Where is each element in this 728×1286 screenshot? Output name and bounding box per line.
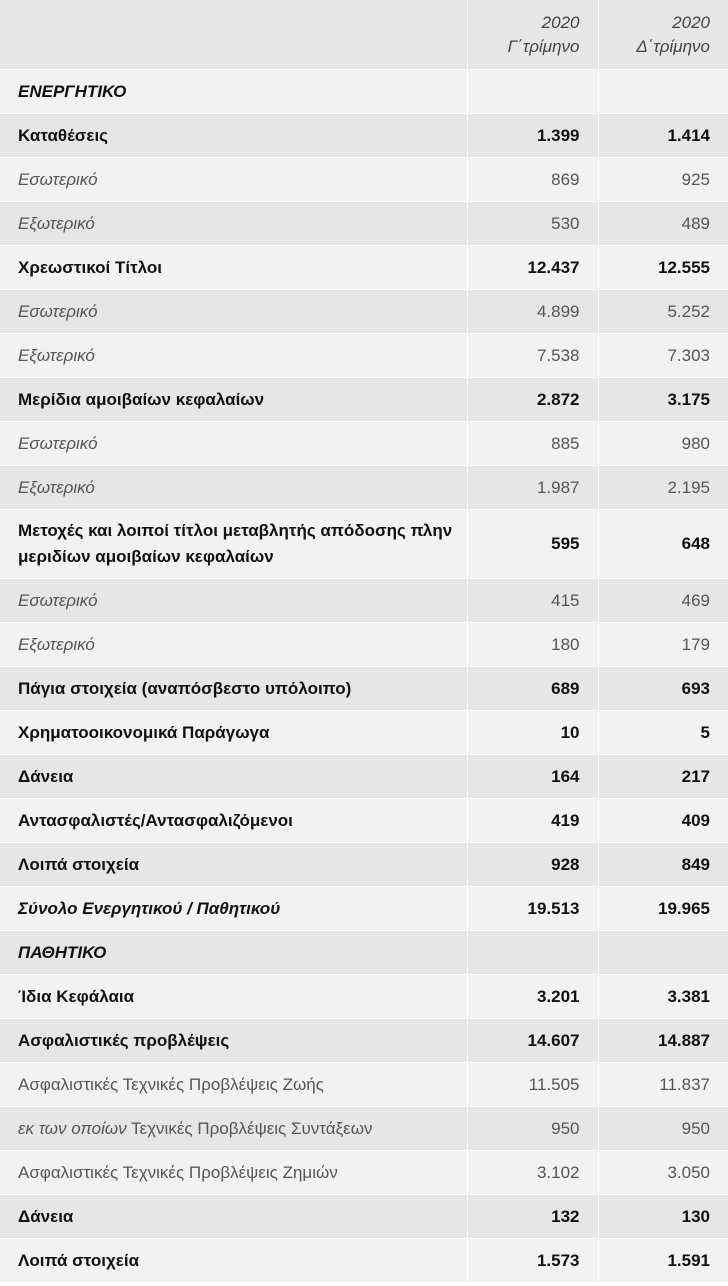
row-value-q4: 849 <box>598 843 728 887</box>
table-row <box>0 378 728 422</box>
row-value-q3: 164 <box>467 755 598 799</box>
row-value-q4: 11.837 <box>598 1063 728 1107</box>
table-row <box>0 510 728 579</box>
table-row <box>0 843 728 887</box>
row-value-q3: 689 <box>467 667 598 711</box>
row-value-q4: 950 <box>598 1107 728 1151</box>
table-row <box>0 755 728 799</box>
header-q3-period: Γ΄τρίμηνο <box>507 36 580 56</box>
row-value-q3: 928 <box>467 843 598 887</box>
row-value-q3: 530 <box>467 202 598 246</box>
table-row <box>0 623 728 667</box>
row-value-q3: 419 <box>467 799 598 843</box>
row-value-q4: 217 <box>598 755 728 799</box>
row-value-q4: 12.555 <box>598 246 728 290</box>
header-row <box>0 0 728 70</box>
row-label-composite <box>0 1107 467 1151</box>
row-value-q3: 1.399 <box>467 114 598 158</box>
row-value-q3: 132 <box>467 1195 598 1239</box>
table-row <box>0 579 728 623</box>
total-row <box>0 887 728 931</box>
table-row <box>0 1151 728 1195</box>
row-value-q4: 1.591 <box>598 1239 728 1283</box>
row-value-q3: 3.102 <box>467 1151 598 1195</box>
table-row <box>0 202 728 246</box>
row-value-q3: 19.513 <box>467 887 598 931</box>
row-value-q3 <box>467 931 598 975</box>
row-value-q3: 869 <box>467 158 598 202</box>
table-row <box>0 1019 728 1063</box>
row-value-q3: 10 <box>467 711 598 755</box>
row-value-q4: 409 <box>598 799 728 843</box>
row-value-q3: 1.987 <box>467 466 598 510</box>
row-label: Εσωτερικό <box>0 422 467 466</box>
table-row <box>0 290 728 334</box>
table-row <box>0 799 728 843</box>
row-label: Μετοχές και λοιποί τίτλοι μεταβλητής απόδοσης πλην μεριδίων αμοιβαίων κεφαλαίων <box>0 510 467 579</box>
row-value-q3: 2.872 <box>467 378 598 422</box>
row-label: Ασφαλιστικές Τεχνικές Προβλέψεις Ζωής <box>0 1063 467 1107</box>
row-label: Καταθέσεις <box>0 114 467 158</box>
table-row <box>0 667 728 711</box>
row-value-q3: 14.607 <box>467 1019 598 1063</box>
row-value-q4: 1.414 <box>598 114 728 158</box>
row-value-q3: 3.201 <box>467 975 598 1019</box>
row-label: Ασφαλιστικές Τεχνικές Προβλέψεις Ζημιών <box>0 1151 467 1195</box>
table-row <box>0 1063 728 1107</box>
table-row <box>0 975 728 1019</box>
row-value-q3: 180 <box>467 623 598 667</box>
row-label: Αντασφαλιστές/Αντασφαλιζόμενοι <box>0 799 467 843</box>
row-value-q3: 950 <box>467 1107 598 1151</box>
row-value-q3: 885 <box>467 422 598 466</box>
row-value-q4: 3.050 <box>598 1151 728 1195</box>
row-label: Λοιπά στοιχεία <box>0 1239 467 1283</box>
header-q4-period: Δ΄τρίμηνο <box>636 36 710 56</box>
table-row <box>0 711 728 755</box>
header-q4 <box>598 0 728 70</box>
row-label: Εξωτερικό <box>0 202 467 246</box>
row-value-q4: 179 <box>598 623 728 667</box>
row-value-q3: 7.538 <box>467 334 598 378</box>
row-label: Ασφαλιστικές προβλέψεις <box>0 1019 467 1063</box>
table-row <box>0 1239 728 1283</box>
row-label: Εσωτερικό <box>0 158 467 202</box>
table-row <box>0 1195 728 1239</box>
row-value-q4: 648 <box>598 510 728 579</box>
row-value-q4: 14.887 <box>598 1019 728 1063</box>
header-q4-year: 2020 <box>672 12 710 32</box>
row-value-q4: 7.303 <box>598 334 728 378</box>
row-value-q4 <box>598 931 728 975</box>
row-value-q3 <box>467 70 598 114</box>
row-value-q3: 595 <box>467 510 598 579</box>
row-label: Εσωτερικό <box>0 579 467 623</box>
table-row <box>0 1107 728 1151</box>
header-label-cell <box>0 0 467 70</box>
row-label: Εσωτερικό <box>0 290 467 334</box>
row-label: Εξωτερικό <box>0 623 467 667</box>
row-label: Ίδια Κεφάλαια <box>0 975 467 1019</box>
header-q3-year: 2020 <box>541 12 580 32</box>
row-value-q4: 693 <box>598 667 728 711</box>
row-value-q4: 3.175 <box>598 378 728 422</box>
row-label: Πάγια στοιχεία (αναπόσβεστο υπόλοιπο) <box>0 667 467 711</box>
row-value-q3: 1.573 <box>467 1239 598 1283</box>
table-row <box>0 422 728 466</box>
row-value-q4: 5.252 <box>598 290 728 334</box>
row-label: ΠΑΘΗΤΙΚΟ <box>0 931 467 975</box>
table-row <box>0 334 728 378</box>
row-label: Τεχνικές Προβλέψεις Συντάξεων <box>126 1118 373 1138</box>
row-value-q3: 4.899 <box>467 290 598 334</box>
row-label: Χρεωστικοί Τίτλοι <box>0 246 467 290</box>
row-label: Μερίδια αμοιβαίων κεφαλαίων <box>0 378 467 422</box>
row-value-q4: 2.195 <box>598 466 728 510</box>
header-q3 <box>467 0 598 70</box>
row-value-q4: 489 <box>598 202 728 246</box>
row-label: ΕΝΕΡΓΗΤΙΚΟ <box>0 70 467 114</box>
row-value-q4: 19.965 <box>598 887 728 931</box>
row-value-q4: 130 <box>598 1195 728 1239</box>
row-value-q4: 469 <box>598 579 728 623</box>
row-value-q4: 925 <box>598 158 728 202</box>
row-label: Χρηματοοικονομικά Παράγωγα <box>0 711 467 755</box>
row-value-q4: 980 <box>598 422 728 466</box>
row-value-q3: 11.505 <box>467 1063 598 1107</box>
row-label: Δάνεια <box>0 1195 467 1239</box>
row-value-q3: 12.437 <box>467 246 598 290</box>
table-row <box>0 114 728 158</box>
row-value-q4: 5 <box>598 711 728 755</box>
row-label: Δάνεια <box>0 755 467 799</box>
row-label: Λοιπά στοιχεία <box>0 843 467 887</box>
row-label: Σύνολο Ενεργητικού / Παθητικού <box>0 887 467 931</box>
row-label: Εξωτερικό <box>0 466 467 510</box>
row-value-q3: 415 <box>467 579 598 623</box>
table-row <box>0 158 728 202</box>
section-row-liabilities <box>0 931 728 975</box>
table-row <box>0 466 728 510</box>
row-value-q4 <box>598 70 728 114</box>
section-row-assets <box>0 70 728 114</box>
row-label-prefix: εκ των οποίων <box>18 1118 127 1138</box>
row-label: Εξωτερικό <box>0 334 467 378</box>
table-row <box>0 246 728 290</box>
row-value-q4: 3.381 <box>598 975 728 1019</box>
